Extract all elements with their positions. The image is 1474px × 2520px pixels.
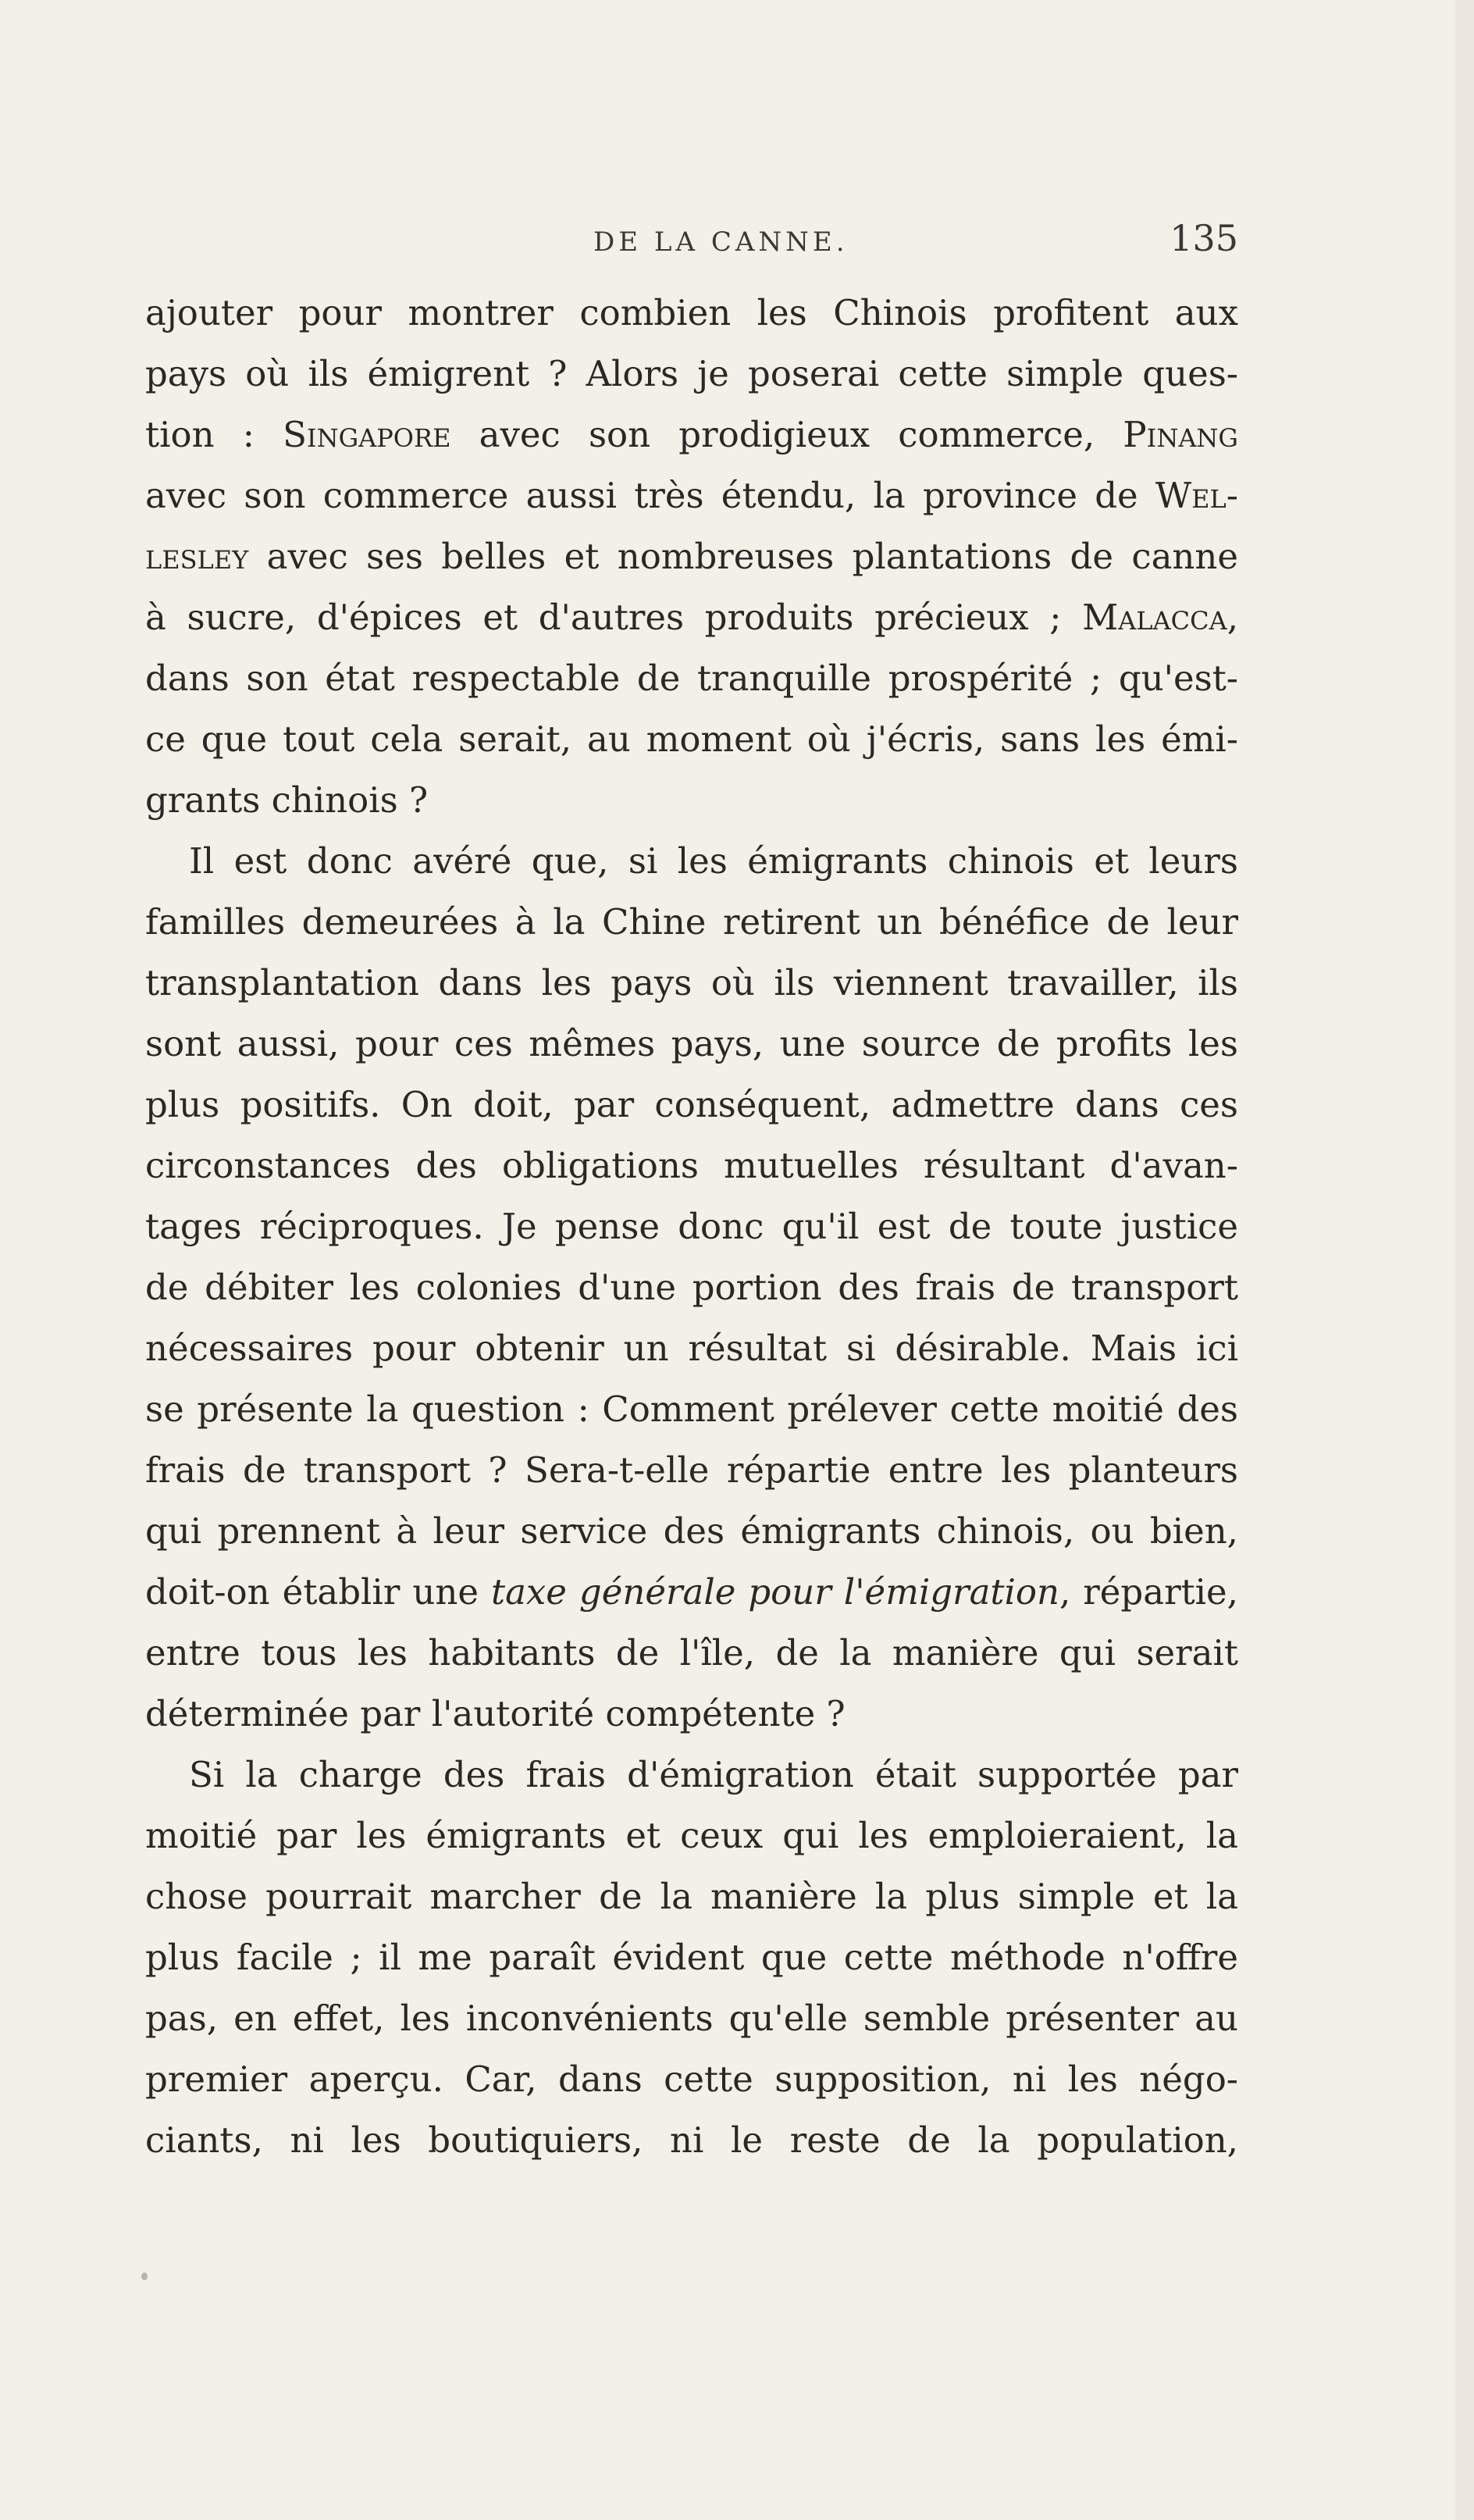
paragraph-2	[145, 831, 1238, 1745]
text-line: Il est donc avéré que, si les émigrants chinois et leurs	[189, 840, 1238, 882]
text-line	[145, 587, 1238, 648]
place-name-wellesley-end: lesley	[145, 536, 249, 577]
text-line: ciants, ni les boutiquiers, ni le reste de la population,	[145, 2119, 1238, 2161]
text-line: se présente la question : Comment prélever cette moitié des	[145, 1388, 1238, 1430]
running-header	[145, 217, 1238, 272]
text-line: pas, en effet, les inconvénients qu'elle semble présenter au	[145, 1998, 1238, 2039]
text-run: doit-on établir une	[145, 1571, 491, 1613]
place-name-malacca: Malacca	[1082, 597, 1227, 638]
running-title: DE LA CANNE.	[593, 226, 849, 258]
text-line: moitié par les émigrants et ceux qui les emploieraient, la	[145, 1815, 1238, 1856]
text-line: plus facile ; il me paraît évident que cette méthode n'offre	[145, 1937, 1238, 1978]
text-run: avec son commerce aussi très étendu, la province de	[145, 475, 1155, 516]
text-line: nécessaires pour obtenir un résultat si désirable. Mais ici	[145, 1328, 1238, 1369]
text-line: déterminée par l'autorité compétente ?	[145, 1693, 846, 1734]
text-run: avec son prodigieux commerce,	[450, 414, 1123, 455]
place-name-singapore: Singapore	[283, 414, 451, 455]
text-line: familles demeurées à la Chine retirent un bénéfice de leur	[145, 901, 1238, 943]
text-line: grants chinois ?	[145, 779, 429, 821]
text-line: entre tous les habitants de l'île, de la manière qui serait	[145, 1632, 1238, 1673]
text-line	[145, 526, 1238, 587]
text-run: , répartie,	[1059, 1571, 1238, 1613]
place-name-wellesley-start: Wel-	[1155, 475, 1238, 516]
text-run: à sucre, d'épices et d'autres produits précieux ;	[145, 597, 1083, 638]
place-name-pinang: Pinang	[1123, 414, 1238, 455]
text-line: dans son état respectable de tranquille prospérité ; qu'est-	[145, 658, 1238, 699]
page-edge-shadow	[1455, 0, 1474, 2520]
text-line: qui prennent à leur service des émigrants chinois, ou bien,	[145, 1510, 1238, 1552]
text-line: de débiter les colonies d'une portion des frais de transport	[145, 1267, 1238, 1308]
text-line	[145, 1562, 1238, 1623]
text-line: circonstances des obligations mutuelles résultant d'avan-	[145, 1145, 1238, 1186]
text-line: transplantation dans les pays où ils viennent travailler, ils	[145, 962, 1238, 1003]
paragraph-3	[145, 1745, 1238, 2171]
text-run: avec ses belles et nombreuses plantations de canne	[248, 536, 1238, 577]
text-line: pays où ils émigrent ? Alors je poserai cette simple ques-	[145, 353, 1238, 394]
italic-phrase: taxe générale pour l'émigration	[490, 1571, 1059, 1613]
page-number: 135	[1170, 217, 1238, 259]
text-line: tages réciproques. Je pense donc qu'il est de toute justice	[145, 1206, 1238, 1247]
text-line: sont aussi, pour ces mêmes pays, une source de profits les	[145, 1023, 1238, 1064]
paragraph-1	[145, 283, 1238, 831]
paper-speck	[141, 2272, 148, 2280]
text-run: ,	[1227, 597, 1238, 638]
text-line: frais de transport ? Sera-t-elle répartie entre les planteurs	[145, 1449, 1238, 1491]
text-line: plus positifs. On doit, par conséquent, admettre dans ces	[145, 1084, 1238, 1125]
text-line: ce que tout cela serait, au moment où j'écris, sans les émi-	[145, 718, 1238, 760]
text-line: Si la charge des frais d'émigration était supportée par	[189, 1754, 1238, 1795]
text-line	[145, 465, 1238, 526]
text-line: chose pourrait marcher de la manière la plus simple et la	[145, 1876, 1238, 1917]
text-line: ajouter pour montrer combien les Chinois profitent aux	[145, 292, 1238, 333]
body-text	[145, 283, 1238, 2171]
text-line	[145, 405, 1238, 465]
text-run: tion :	[145, 414, 283, 455]
text-line: premier aperçu. Car, dans cette supposition, ni les négo-	[145, 2058, 1238, 2100]
